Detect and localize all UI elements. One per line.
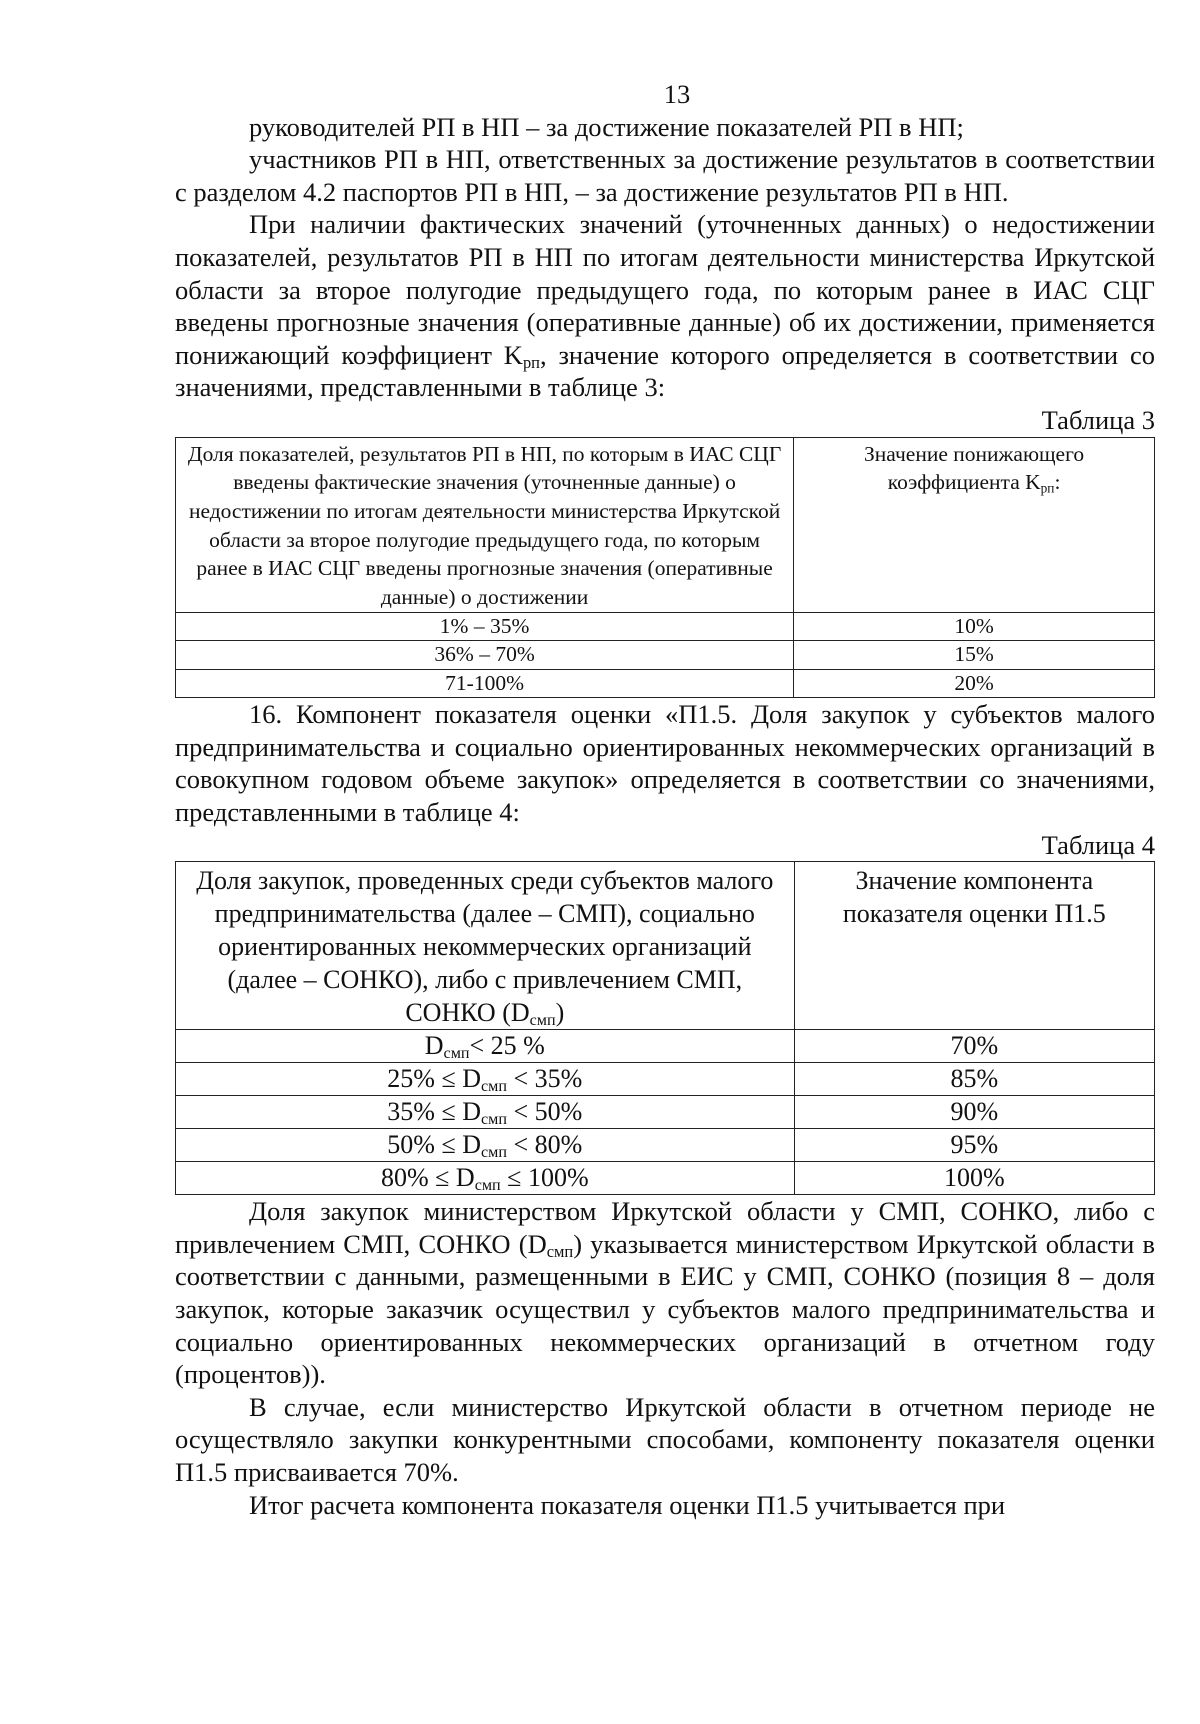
table3-header-right: Значение понижающего коэффициента $K_{рп}$: bbox=[794, 437, 1155, 612]
table-row bbox=[176, 1129, 1155, 1162]
table4-caption: Таблица 4 bbox=[1041, 829, 1155, 860]
table3-range-cell: 1% – 35% bbox=[176, 612, 794, 641]
table3-caption: Таблица 3 bbox=[1041, 404, 1155, 435]
table4-value-cell: 100% bbox=[794, 1162, 1154, 1195]
paragraph-component-p15: 16. Компонент показателя оценки «П1.5. Доля закупок у субъектов малого предпринимательства и социально ориентированных некоммерческих организаций в совокупном годовом объеме закупок» определяется в соответствии со значениями, представленными в таблице 4: bbox=[175, 699, 1155, 828]
table4 bbox=[175, 861, 1155, 1195]
table3-range-cell: 36% – 70% bbox=[176, 641, 794, 670]
table-row bbox=[176, 1096, 1155, 1129]
table3-range-cell: 71-100% bbox=[176, 669, 794, 698]
table3-value-cell: 20% bbox=[794, 669, 1155, 698]
table3-header-row bbox=[176, 437, 1155, 612]
table4-value-cell: 70% bbox=[794, 1030, 1154, 1063]
table4-range-cell: $D_{смп}< 25$ % bbox=[176, 1030, 795, 1063]
paragraph-calculation-result: Итог расчета компонента показателя оценки П1.5 учитывается при bbox=[249, 1489, 1006, 1520]
table-row bbox=[176, 1162, 1155, 1195]
table4-range-cell: $80\% \le D_{смп} \le 100\%$ bbox=[176, 1162, 795, 1195]
table3-value-cell: 10% bbox=[794, 612, 1155, 641]
paragraph-heads: руководителей РП в НП – за достижение показателей РП в НП; bbox=[249, 111, 964, 142]
table4-range-cell: $35\% \le D_{смп} < 50\%$ bbox=[176, 1096, 795, 1129]
table-row bbox=[176, 641, 1155, 670]
table-row bbox=[176, 669, 1155, 698]
table4-header-left: Доля закупок, проведенных среди субъектов малого предпринимательства (далее – СМП), социально ориентированных некоммерческих организаций (далее – СОНКО), либо с привлечением СМП, СОНКО $(D_{смп})$ bbox=[176, 862, 795, 1030]
document-page bbox=[175, 78, 1155, 1521]
table4-value-cell: 90% bbox=[794, 1096, 1154, 1129]
table4-value-cell: 95% bbox=[794, 1129, 1154, 1162]
paragraph-reduction-coefficient: При наличии фактических значений (уточненных данных) о недостижении показателей, результатов РП в НП по итогам деятельности министерства Иркутской области за второе полугодие предыдущего года, по которым ранее в ИАС СЦГ введены прогнозные значения (оперативные данные) об их достижении, применяется понижающий коэффициент $K_{рп}$, значение которого определяется в соответствии со значениями, представленными в таблице 3: bbox=[175, 209, 1155, 403]
paragraph-participants: участников РП в НП, ответственных за достижение результатов в соответствии с разделом 4.2 паспортов РП в НП, – за достижение результатов РП в НП. bbox=[175, 144, 1155, 207]
paragraph-no-competitive-procurement: В случае, если министерство Иркутской области в отчетном периоде не осуществляло закупки конкурентными способами, компоненту показателя оценки П1.5 присваивается 70%. bbox=[175, 1391, 1155, 1487]
table3-header-left: Доля показателей, результатов РП в НП, по которым в ИАС СЦГ введены фактические значения (уточненные данные) о недостижении по итогам деятельности министерства Иркутской области за второе полугодие предыдущего года, по которым ранее в ИАС СЦГ введены прогнозные значения (оперативные данные) о достижении bbox=[176, 437, 794, 612]
table4-range-cell: $50\% \le D_{смп} < 80\%$ bbox=[176, 1129, 795, 1162]
table4-header-row bbox=[176, 862, 1155, 1030]
page-number: 13 bbox=[663, 79, 691, 109]
paragraph-procurement-share: Доля закупок министерством Иркутской области у СМП, СОНКО, либо с привлечением СМП, СОНКО $(D_{смп})$ указывается министерством Иркутской области в соответствии с данными, размещенными в ЕИС у СМП, СОНКО (позиция 8 – доля закупок, которые заказчик осуществил у субъектов малого предпринимательства и социально ориентированных некоммерческих организаций в отчетном году (процентов)). bbox=[175, 1196, 1156, 1390]
table-row bbox=[176, 612, 1155, 641]
table3-value-cell: 15% bbox=[794, 641, 1155, 670]
table-row bbox=[176, 1063, 1155, 1096]
table3 bbox=[175, 437, 1155, 699]
table-row bbox=[176, 1030, 1155, 1063]
table4-header-right: Значение компонента показателя оценки П1.5 bbox=[794, 862, 1154, 1030]
table4-range-cell: $25\% \le D_{смп} < 35\%$ bbox=[176, 1063, 795, 1096]
table4-value-cell: 85% bbox=[794, 1063, 1154, 1096]
